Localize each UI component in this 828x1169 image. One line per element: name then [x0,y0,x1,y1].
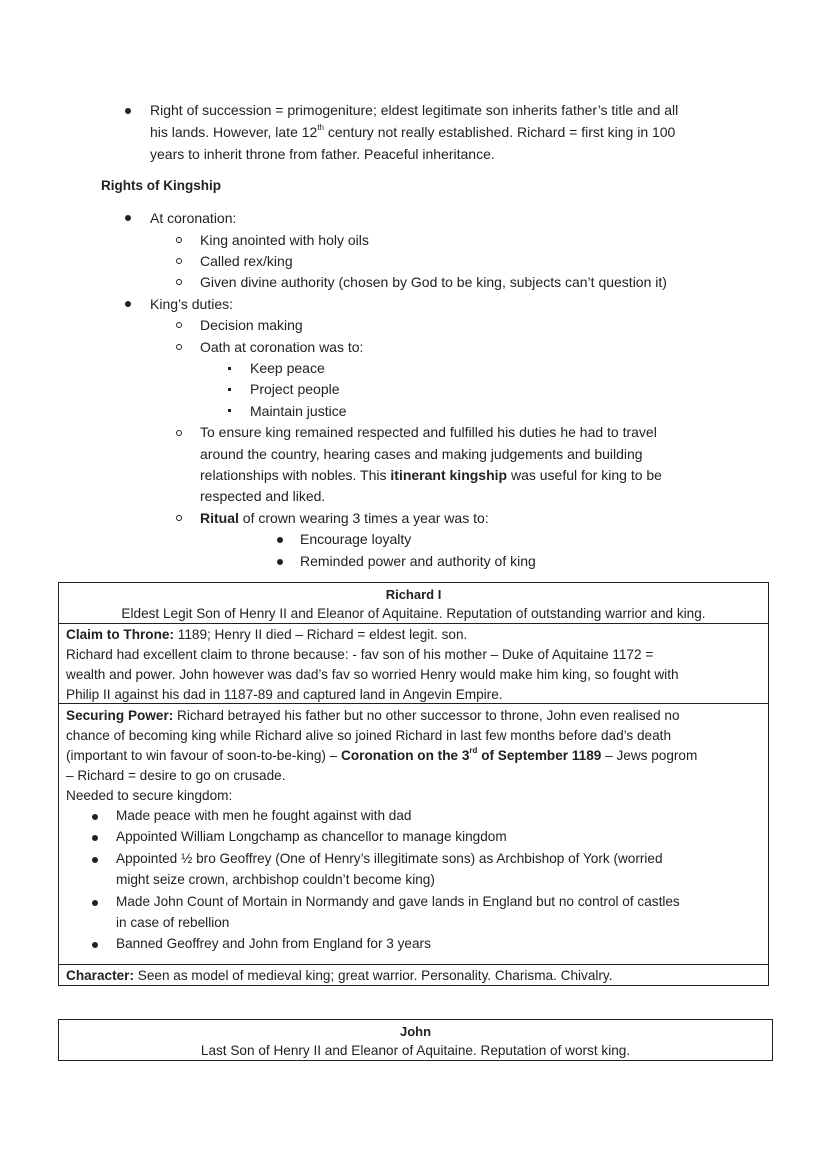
intro-line-3: years to inherit throne from father. Peaceful inheritance. [150,146,495,162]
richard-table [58,582,769,986]
circle-bullet-icon [176,322,182,328]
john-title: John [399,1024,432,1039]
divider [59,623,768,624]
securing-line-5: Needed to secure kingdom: [66,788,233,803]
coronation-item: King anointed with holy oils [200,232,369,248]
john-table [58,1019,773,1061]
claim-line-1: Claim to Throne: 1189; Henry II died – Richard = eldest legit. son. [66,627,468,642]
intro-line-2: his lands. However, late 12th century not really established. Richard = first king in 100 [150,123,676,140]
travel-line-2: around the country, hearing cases and making judgements and building [200,446,643,462]
bullet-icon [92,835,98,841]
securing-line-4: – Richard = desire to go on crusade. [66,768,286,783]
bullet-icon [125,108,131,114]
securing-line-1: Securing Power: Richard betrayed his father but no other successor to throne, John even realised no [66,708,680,723]
securing-bullet: Made peace with men he fought against with dad [116,808,412,823]
circle-bullet-icon [176,258,182,264]
bullet-icon [125,301,131,307]
claim-line-4: Philip II against his dad in 1187-89 and captured land in Angevin Empire. [66,687,503,702]
securing-bullet-cont: might seize crown, archbishop couldn’t become king) [116,872,435,887]
oath-item: Project people [250,381,340,397]
circle-bullet-icon [176,279,182,285]
bullet-icon [277,537,283,543]
square-bullet-icon [228,388,231,391]
securing-bullet: Appointed ½ bro Geoffrey (One of Henry’s illegitimate sons) as Archbishop of York (worried [116,851,663,866]
bullet-icon [92,900,98,906]
claim-line-2: Richard had excellent claim to throne because: - fav son of his mother – Duke of Aquitaine 1172 = [66,647,654,662]
duties-label: King’s duties: [150,296,234,312]
securing-bullet: Made John Count of Mortain in Normandy and gave lands in England but no control of castles [116,894,680,909]
duties-decision: Decision making [200,317,303,333]
bullet-icon [125,215,131,221]
circle-bullet-icon [176,515,182,521]
ritual-item: Encourage loyalty [300,531,412,547]
oath-item: Keep peace [250,360,325,376]
richard-subtitle: Eldest Legit Son of Henry II and Eleanor of Aquitaine. Reputation of outstanding warrior and king. [121,606,706,621]
claim-line-3: wealth and power. John however was dad’s fav so worried Henry would make him king, so fought with [66,667,679,682]
square-bullet-icon [228,409,231,412]
divider [59,964,768,965]
intro-line-1: Right of succession = primogeniture; eldest legitimate son inherits father’s title and all [150,102,679,118]
circle-bullet-icon [176,344,182,350]
circle-bullet-icon [176,430,182,436]
john-subtitle: Last Son of Henry II and Eleanor of Aquitaine. Reputation of worst king. [200,1043,631,1058]
ritual-line: Ritual of crown wearing 3 times a year was to: [200,510,489,526]
ritual-item: Reminded power and authority of king [300,553,536,569]
rights-heading: Rights of Kingship [101,178,221,193]
richard-title: Richard I [385,587,442,602]
securing-bullet-cont: in case of rebellion [116,915,230,930]
travel-line-3: relationships with nobles. This itinerant kingship was useful for king to be [200,467,662,483]
coronation-item: Called rex/king [200,253,293,269]
divider [59,703,768,704]
travel-line-4: respected and liked. [200,488,326,504]
circle-bullet-icon [176,237,182,243]
securing-line-3: (important to win favour of soon-to-be-king) – Coronation on the 3rd of September 1189 – Jews pogrom [66,746,698,763]
securing-bullet: Appointed William Longchamp as chancellor to manage kingdom [116,829,507,844]
square-bullet-icon [228,367,231,370]
coronation-label: At coronation: [150,210,237,226]
bullet-icon [92,942,98,948]
securing-bullet: Banned Geoffrey and John from England for 3 years [116,936,431,951]
coronation-item: Given divine authority (chosen by God to be king, subjects can’t question it) [200,274,667,290]
bullet-icon [92,857,98,863]
securing-line-2: chance of becoming king while Richard alive so joined Richard in last few months before dad’s death [66,728,672,743]
bullet-icon [277,559,283,565]
duties-oath: Oath at coronation was to: [200,339,364,355]
oath-item: Maintain justice [250,403,347,419]
bullet-icon [92,814,98,820]
character-line: Character: Seen as model of medieval king; great warrior. Personality. Charisma. Chivalry. [66,968,613,983]
travel-line-1: To ensure king remained respected and fulfilled his duties he had to travel [200,424,657,440]
